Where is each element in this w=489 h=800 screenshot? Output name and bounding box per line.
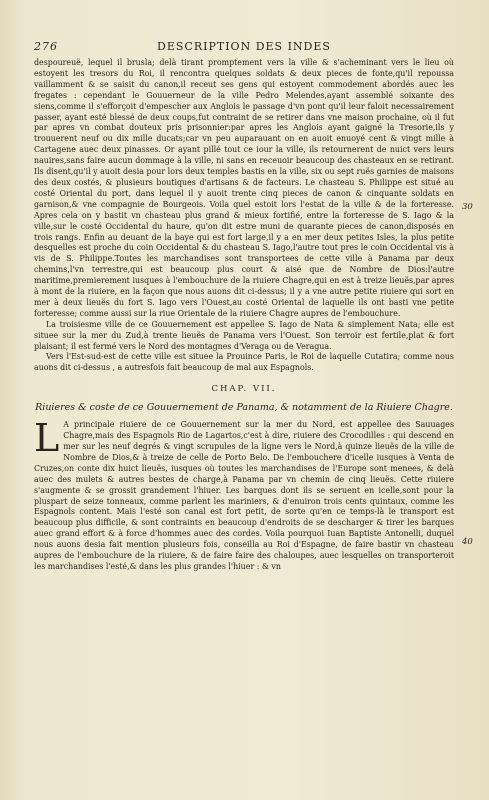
- page-number: 276: [34, 40, 58, 53]
- chapter-title: Riuieres & coste de ce Gouuernement de Panama, & notamment de la Riuiere Chagre.: [35, 402, 453, 414]
- margin-number-40: 40: [462, 537, 473, 547]
- running-header: [34, 40, 454, 54]
- paragraph-2: La troisiesme ville de ce Gouuernement est appellee S. Iago de Nata & simplement Nata; elle est situee sur la mer du Zud,à trente lieuës de Panama vers l'Ouest. Son terroir est fertile,plat & fort plaisant; il est fermé vers le Nord des montagnes d'Veraga ou de Veragua.: [34, 319, 454, 351]
- drop-cap: L: [34, 416, 60, 461]
- paragraph-4: A principale riuiere de ce Gouuernement sur la mer du Nord, est appellee des Sauuages Chagre,mais des Espagnols Rio de Lagartos,c'est à dire, riuiere des Crocodilles : qui descend en mer sur les neuf degrés & vingt scrupules de la ligne vers le Nord,à quinze lieuës de la ville de Nombre de Dios,& à treize de celle de Porto Belo. De l'embouchere d'icelle iusques à Venta de Cruzes,on conte dix huict lieuës, iusques où toutes les marchandises de l'Europe sont menees, & delà auec des mulets & autres bestes de charge,à Panama par vn chemin de cinq lieuës. Cette riuiere s'augmente & se grossit grandement l'hiuer. Les barques dont ils se seruent en icelle,sont pour la pluspart de seize tonneaux, comme parlent les mariniers, & d'enuiron trois cents quintaux, comme les Espagnols content. Mais l'esté son canal est fort petit, de sorte qu'en ce temps-là le transport est beaucoup plus difficile, & sont contraints en beaucoup d'endroits de se descharger & tirer les barques auec grand effort & à force d'hommes auec des cordes. Voila pourquoi Iuan Baptiste Antonelli, duquel nous auons desia fait mention plusieurs fois, conseilla au Roi d'Espagne, de faire bastir vn chasteau aupres de l'embouchure de la riuiere, & de faire faire des chaloupes, auec lesquelles on transporteroit les marchandises l'esté,& dans les plus grandes l'hiuer : & vn: [34, 420, 454, 571]
- chapter-heading: CHAP. VII.: [211, 384, 277, 395]
- running-title: DESCRIPTION DES INDES: [157, 40, 331, 53]
- paragraph-4-block: [34, 416, 454, 573]
- paragraph-3: Vers l'Est-sud-est de cette ville est situee la Prouince Paris, le Roi de laquelle Cutatira; comme nous auons dit ci-dessus , a autresfois fait beaucoup de mal aux Espagnols.: [34, 352, 454, 373]
- paragraph-1: despoureuë, lequel il brusla; delà tirant promptement vers la ville & s'acheminant vers le lieu où estoyent les tresors du Roi, il rencontra quelques soldats & deux pieces de fonte,qu'il repoussa vaillamment & se saisit du canon,il receut ses gens qui estoyent commodement abordés auec les fregates : cependant le Gouuerneur de la ville Pedro Melendes,ayant assemblé soixante des siens,comme il s'efforçoit d'empescher aux Anglois le passage d'vn pont qu'il leur faloit necessairement passer, ayant esté blessé de deux coups,fut contraint de se retirer dans vne maison prochaine, où il fut par apres vn combat douteux pris prisonnier:par apres les Anglois ayant gaigné la Tresorie,ils y trouuerent neuf ou dix mille ducats;car vn peu auparauant on en auoit enuoyé cent & vingt mille à Cartagene auec deux pinasses. Or ayant pillé tout ce iour la ville, ils retournerent de nuict vers leurs nauires,sans faire aucun dommage à la ville, ni sans en receuoir beaucoup des chasteaux en se retirant. Ils disent,qu'il y auoit desia pour lors deux temples bastis en la ville, six ou sept ruës garnies de maisons des deux costés, & plusieurs boutiques d'artisans & de facteurs. Le chasteau S. Philippe est situé au costé Oriental du port, dans lequel il y auoit trente cinq pieces de canon & cinquante soldats en garnison,& vne compagnie de Bourgeois. Voila quel estoit lors l'estat de la ville & de la forteresse. Apres cela on y bastit vn chasteau plus grand & mieux fortifié, entre la forteresse de S. Iago & la ville,sur le costé Occidental du haure, qu'on dit estre muni de quarante pieces de canon,disposés en trois rangs. Enfin au deuant de la baye qui est fort large,il y a en mer deux petites Isles, la plus petite desquelles est proche du coin Occidental & du chasteau S. Iago,l'autre tout pres le coin Occidental vis à vis de S. Philippe.Toutes les marchandises sont transportees de cette ville à Panama par deux chemins,l'vn terrestre,qui est beaucoup plus court & aisé que de Nombre de Dios:l'autre maritime,premierement iusques à l'embouchure de la riuiere Chagre,qui en est à treize lieuës,par apres à mont de la riuiere, en la façon que nous auons dit ci-dessus; il y a vne autre petite riuiere qui sort en mer à deux lieuës du fort S. Iago vers l'Ouest,au costé Oriental de laquelle ils ont basti vne petite forteresse; comme aussi sur la riue Orientale de la riuiere Chagre aupres de l'embouchure.: [34, 58, 454, 318]
- main-text: [34, 58, 454, 573]
- margin-number-30: 30: [462, 202, 473, 212]
